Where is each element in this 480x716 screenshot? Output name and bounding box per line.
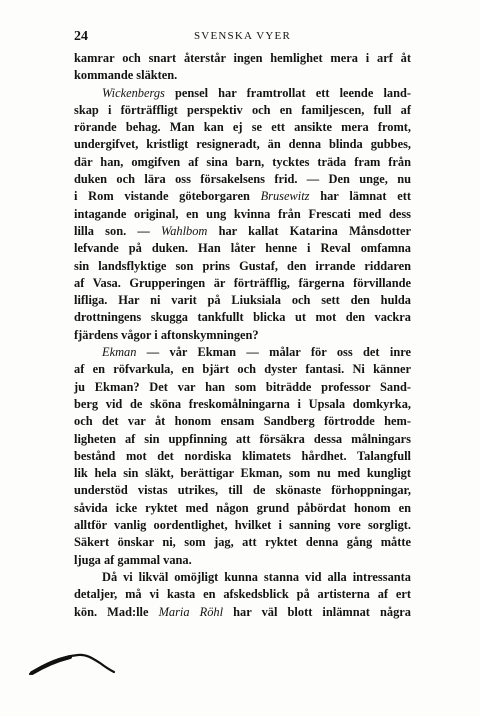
text-segment: af Vasa. Grupperingen är förträfflig, färgerna förvillande xyxy=(74,275,411,290)
text-line xyxy=(74,569,411,586)
text-line xyxy=(74,517,411,534)
text-segment: sin landsflyktige son prins Gustaf, den irrande riddaren xyxy=(74,258,411,273)
italic-name: Wahlbom xyxy=(161,223,208,238)
text-line xyxy=(74,206,411,223)
text-segment: lik hela sin släkt, berättigar Ekman, som nu med kungligt xyxy=(74,466,411,481)
text-segment: kamrar och snart återstår ingen hemlighet mera i arf åt xyxy=(74,51,411,65)
text-segment: i Rom vistande göteborgaren xyxy=(74,189,261,204)
text-line xyxy=(74,154,411,171)
body-text xyxy=(74,50,411,621)
text-segment: — vår Ekman — målar för oss det inre xyxy=(136,345,411,360)
text-line xyxy=(74,448,411,465)
text-segment: duken och lära oss försakelsens frid. — Den unge, nu xyxy=(74,172,411,187)
text-line xyxy=(74,552,411,569)
text-line xyxy=(74,188,411,205)
italic-name: Maria Röhl xyxy=(158,604,224,619)
text-line xyxy=(74,604,411,621)
page-number: 24 xyxy=(74,29,88,44)
text-line xyxy=(74,586,411,603)
text-segment: intagande original, en ung kvinna från Frescati med dess xyxy=(74,206,411,221)
text-line xyxy=(74,396,411,413)
text-line xyxy=(74,119,411,136)
text-segment: såvida icke ryktet med någon grund påbördat honom en xyxy=(74,500,411,515)
text-line xyxy=(74,482,411,499)
text-line xyxy=(74,500,411,517)
text-line xyxy=(74,136,411,153)
text-segment: lilla son. — xyxy=(74,223,162,238)
text-line xyxy=(74,309,411,326)
text-segment: af en röfvarkula, en bjärt och dyster fantasi. Ni känner xyxy=(74,362,411,377)
text-segment: lefvande på duken. Han låter henne i Reval omfamna xyxy=(74,241,411,256)
page-header xyxy=(74,27,411,47)
text-segment: skap i förträffligt perspektiv och en familjescen, full af xyxy=(74,102,411,117)
text-line xyxy=(74,379,411,396)
italic-name: Ekman xyxy=(102,345,137,360)
text-line xyxy=(74,240,411,257)
text-segment: där han, omgifven af sina barn, tycktes träda fram från xyxy=(74,154,411,169)
text-segment: och det var åt honom ensam Sandberg förtrodde hem- xyxy=(74,414,411,429)
text-segment: ju Ekman? Det var han som biträdde professor Sand- xyxy=(74,379,411,394)
text-line xyxy=(74,344,411,361)
text-segment: drottningens skugga tankfullt blicka ut mot den vackra xyxy=(74,310,411,325)
text-line xyxy=(74,292,411,309)
text-line xyxy=(74,171,411,188)
text-line xyxy=(74,534,411,551)
text-line xyxy=(74,50,411,67)
text-segment: pensel har framtrollat ett leende land- xyxy=(164,85,411,100)
text-segment: alltför vanlig oordentlighet, hvilket i sanning vore sorgligt. xyxy=(74,518,411,533)
text-segment: rörande behag. Man kan ej se ett ansikte mera fromt, xyxy=(74,120,411,135)
text-segment: bestånd mot det nordiska klimatets hårdhet. Talangfull xyxy=(74,448,411,463)
text-line xyxy=(74,465,411,482)
text-line xyxy=(74,275,411,292)
text-line xyxy=(74,431,411,448)
text-line xyxy=(74,327,411,344)
text-segment: Säkert önskar ni, som jag, att ryktet denna gång måtte xyxy=(74,535,411,550)
text-line xyxy=(74,102,411,119)
text-segment: ljuga af gammal vana. xyxy=(74,552,192,567)
text-segment: har kallat Katarina Månsdotter xyxy=(207,223,412,238)
pen-stroke-mark xyxy=(26,640,126,680)
text-line xyxy=(74,258,411,275)
text-segment: kön. Mad:lle xyxy=(74,604,159,619)
text-segment: berg vid de sköna freskomålningarna i Upsala domkyrka, xyxy=(74,396,411,411)
text-segment: har lämnat ett xyxy=(309,189,411,204)
text-segment: detaljer, må vi kasta en afskedsblick på artisterna af ert xyxy=(74,587,411,602)
text-line xyxy=(74,223,411,240)
text-line xyxy=(74,67,411,84)
text-segment: fjärdens vågor i aftonskymningen? xyxy=(74,327,259,342)
text-segment: undergifvet, kristligt resigneradt, än denna blinda gubbes, xyxy=(74,137,411,152)
running-title: SVENSKA VYER xyxy=(193,30,292,42)
text-segment: kommande släkten. xyxy=(74,68,178,83)
italic-name: Brusewitz xyxy=(260,189,310,204)
text-line xyxy=(74,85,411,102)
italic-name: Wickenbergs xyxy=(102,85,165,100)
text-segment: understöd vistas utrikes, till de skönaste förhoppningar, xyxy=(74,483,411,498)
text-line xyxy=(74,361,411,378)
text-line xyxy=(74,413,411,430)
text-segment: ligheten af sin uppfinning att försäkra dessa målningars xyxy=(74,431,411,446)
text-segment: har väl blott inlämnat några xyxy=(223,604,411,619)
text-segment: lifliga. Har ni varit på Liuksiala och sett den hulda xyxy=(74,293,411,308)
text-segment: Då vi likväl omöjligt kunna stanna vid alla intressanta xyxy=(102,569,411,584)
